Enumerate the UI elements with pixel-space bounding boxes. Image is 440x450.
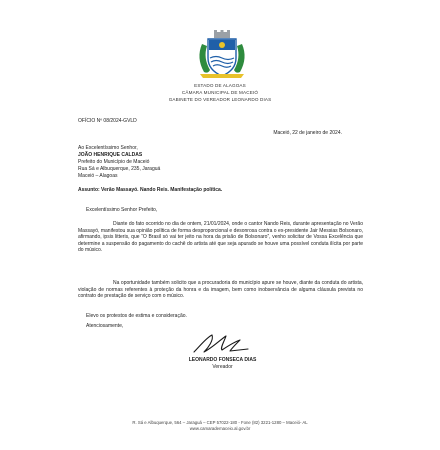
letterhead [0,83,440,103]
recipient-name: JOÃO HENRIQUE CALDAS [78,152,143,158]
letter-greeting: Excelentíssimo Senhor Prefeito, [86,207,158,213]
footer-website[interactable]: www.camarademaceio.al.gov.br [189,426,251,431]
recipient-address-line2: Maceió – Alagoas [78,173,118,179]
body-paragraph-2 [78,280,363,300]
body-paragraph-1 [78,221,363,254]
page-footer [0,420,440,432]
municipal-seal-icon [194,30,250,80]
letter-date: Maceió, 22 de janeiro de 2024. [273,130,342,136]
letterhead-state: ESTADO DE ALAGOAS [194,83,246,88]
letterhead-chamber: CÂMARA MUNICIPAL DE MACEIÓ [181,89,259,95]
recipient-salutation: Ao Excelentíssimo Senhor, [78,145,138,151]
footer-address: R. Sá e Albuquerque, 564 – Jaraguá – CEP 57022-180 - Fone (82) 3221-1280 – Maceió- AL [132,420,308,425]
closing-sincerely: Atenciosamente, [86,323,124,329]
body-paragraph-1-text: Diante do fato ocorrido no dia de ontem, 21/01/2024, onde o cantor Nando Reis, durante apresentação no Verão Massayó, manifestou sua opinião política de forma desproporcional e desonrosa contra o ex-presidente Jair Messias Bolsonaro, afirmando, ipsis litteris, que “O Brasil só vai ter jeito na hora da prisão de Bolsonaro”, venho solicitar de Vossa Excelência que determine a suspensão do pagamento do cachê do artista até que seja apurado se houve uma possível conduta ilícita por parte do músico. [78,221,363,254]
letter-subject: Assunto: Verão Massayó. Nando Reis. Manifestação política. [78,187,223,193]
letter-reference: OFÍCIO Nº 08/2024-GVLD [78,118,137,124]
body-paragraph-2-text: Na oportunidade também solicito que a procuradoria do município apure se houve, diante da conduta do artista, violação de normas referentes à proteção da honra e da imagem, bem como inobservância de alguma cláusula prevista no contrato de prestação de serviço com o músico. [78,280,363,300]
closing-regards: Elevo os protestos de estima e consideração. [86,313,187,319]
recipient-address-line1: Rua Sá e Albuquerque, 235, Jaraguá [78,166,161,172]
handwritten-signature [190,332,252,356]
recipient-title: Prefeito do Município de Maceió [78,159,150,165]
signer-name: LEONARDO FONSECA DIAS [188,357,257,363]
signer-role: Vereador [212,363,233,370]
letterhead-office: GABINETE DO VEREADOR LEONARDO DIAS [168,96,272,102]
signature-block [160,357,285,370]
